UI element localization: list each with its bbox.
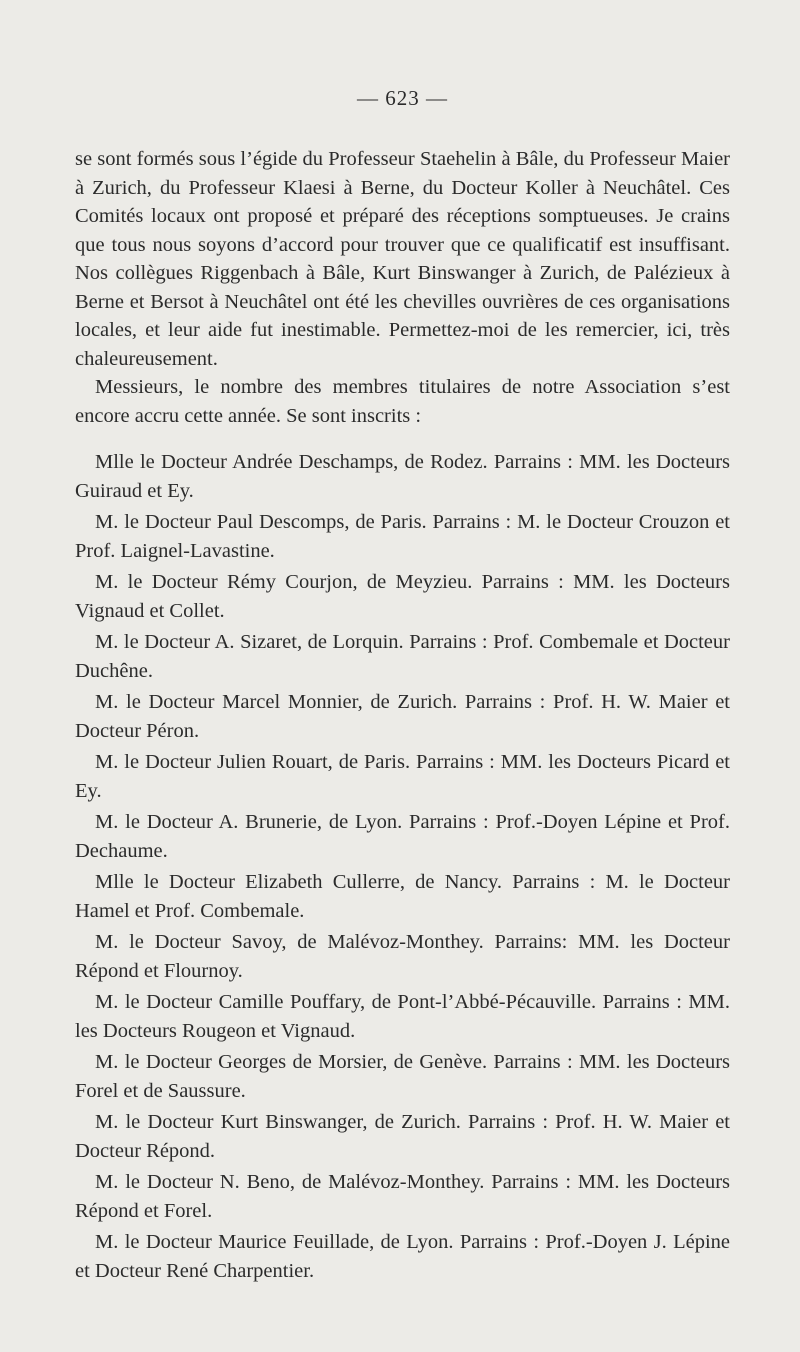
intro-paragraph-1: se sont formés sous l’égide du Professeur Staehelin à Bâle, du Professeur Maier à Zurich, du Professeur Klaesi à Berne, du Docteur Koller à Neuchâtel. Ces Comités locaux ont proposé et préparé des réceptions somptueuses. Je crains que tous nous soyons d’accord pour trouver que ce qualificatif est insuffisant. Nos collègues Riggenbach à Bâle, Kurt Binswanger à Zurich, de Palézieux à Berne et Bersot à Neuchâtel ont été les chevilles ouvrières de ces organisations locales, et leur aide fut inestimable. Permettez-moi de les remercier, ici, très chaleureusement. <box>75 148 730 370</box>
member-entry: M. le Docteur Savoy, de Malévoz-Monthey. Parrains: MM. les Docteur Répond et Flournoy. <box>75 931 730 982</box>
member-entry: M. le Docteur N. Beno, de Malévoz-Monthey. Parrains : MM. les Docteurs Répond et Forel. <box>75 1171 730 1222</box>
member-entry: M. le Docteur Camille Pouffary, de Pont-l’Abbé-Pécauville. Parrains : MM. les Docteurs Rougeon et Vignaud. <box>75 991 730 1042</box>
member-entry: M. le Docteur Maurice Feuillade, de Lyon. Parrains : Prof.-Doyen J. Lépine et Docteur René Charpentier. <box>75 1231 730 1282</box>
member-entry: M. le Docteur Kurt Binswanger, de Zurich. Parrains : Prof. H. W. Maier et Docteur Répond. <box>75 1111 730 1162</box>
member-entry: M. le Docteur Georges de Morsier, de Genève. Parrains : MM. les Docteurs Forel et de Saussure. <box>75 1051 730 1102</box>
member-entry: M. le Docteur A. Brunerie, de Lyon. Parrains : Prof.-Doyen Lépine et Prof. Dechaume. <box>75 811 730 862</box>
page-number: — 623 — <box>357 86 448 110</box>
member-entry: M. le Docteur Marcel Monnier, de Zurich. Parrains : Prof. H. W. Maier et Docteur Péron. <box>75 691 730 742</box>
member-entry: M. le Docteur Julien Rouart, de Paris. Parrains : MM. les Docteurs Picard et Ey. <box>75 751 730 802</box>
member-entry: M. le Docteur A. Sizaret, de Lorquin. Parrains : Prof. Combemale et Docteur Duchêne. <box>75 631 730 682</box>
member-entry: Mlle le Docteur Andrée Deschamps, de Rodez. Parrains : MM. les Docteurs Guiraud et Ey. <box>75 451 730 502</box>
member-entry: M. le Docteur Paul Descomps, de Paris. Parrains : M. le Docteur Crouzon et Prof. Laignel-Lavastine. <box>75 511 730 562</box>
member-entry: Mlle le Docteur Elizabeth Cullerre, de Nancy. Parrains : M. le Docteur Hamel et Prof. Combemale. <box>75 871 730 922</box>
intro-paragraph-2: Messieurs, le nombre des membres titulaires de notre Association s’est encore accru cette année. Se sont inscrits : <box>75 376 730 427</box>
member-entry: M. le Docteur Rémy Courjon, de Meyzieu. Parrains : MM. les Docteurs Vignaud et Collet. <box>75 571 730 622</box>
